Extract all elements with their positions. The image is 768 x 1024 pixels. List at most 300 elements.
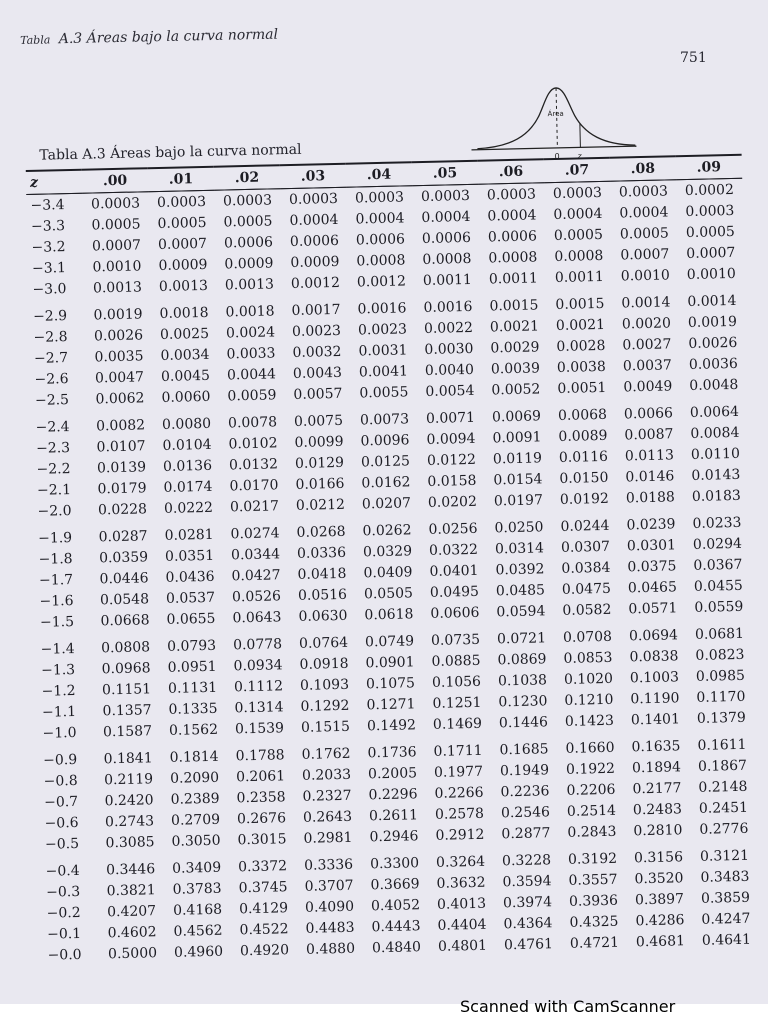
area-value-cell: 0.3974 xyxy=(502,893,553,911)
area-value-cell: 0.0049 xyxy=(623,377,673,395)
area-value-cell: 0.1314 xyxy=(234,698,284,716)
area-value-cell: 0.0207 xyxy=(361,494,412,512)
area-value-cell: 0.0465 xyxy=(627,578,678,596)
area-value-cell: 0.0071 xyxy=(425,409,476,427)
area-value-cell: 0.0228 xyxy=(97,500,148,518)
area-value-cell: 0.1038 xyxy=(497,671,548,689)
area-value-cell: 0.2981 xyxy=(303,829,353,847)
area-value-cell: 0.0089 xyxy=(558,427,608,445)
area-value-cell: 0.0002 xyxy=(684,181,735,199)
area-value-cell: 0.1292 xyxy=(300,697,350,715)
area-value-cell: 0.3897 xyxy=(634,890,685,908)
area-value-cell: 0.2266 xyxy=(434,784,484,802)
area-value-cell: 0.0233 xyxy=(692,514,742,532)
area-value-cell: 0.4168 xyxy=(172,901,223,919)
area-value-cell: 0.0038 xyxy=(556,358,607,376)
area-value-cell: 0.1170 xyxy=(696,688,746,706)
area-value-cell: 0.2296 xyxy=(368,785,418,803)
z-marker-line xyxy=(580,123,581,147)
area-value-cell: 0.0013 xyxy=(92,278,143,296)
area-value-cell: 0.0301 xyxy=(626,536,677,554)
area-value-cell: 0.0262 xyxy=(362,521,412,539)
area-value-cell: 0.0132 xyxy=(228,455,279,473)
area-value-cell: 0.0287 xyxy=(98,527,148,545)
area-value-cell: 0.0217 xyxy=(229,497,280,515)
area-value-cell: 0.0197 xyxy=(493,491,544,509)
z-value-cell: −0.1 xyxy=(46,925,82,943)
area-value-cell: 0.0014 xyxy=(687,292,737,310)
area-value-cell: 0.0162 xyxy=(361,473,411,491)
area-value-cell: 0.4404 xyxy=(437,916,487,934)
area-value-cell: 0.0075 xyxy=(293,412,344,430)
area-value-cell: 0.2451 xyxy=(698,799,749,817)
area-value-cell: 0.1635 xyxy=(631,737,681,755)
area-value-cell: 0.3015 xyxy=(237,830,287,848)
z-value-cell: −2.5 xyxy=(34,391,70,409)
area-value-cell: 0.2843 xyxy=(567,823,617,841)
z-value-cell: −1.9 xyxy=(37,529,73,547)
area-value-cell: 0.0010 xyxy=(92,257,142,275)
area-value-cell: 0.4443 xyxy=(371,917,421,935)
area-value-cell: 0.2514 xyxy=(566,802,617,820)
area-value-cell: 0.0934 xyxy=(233,656,283,674)
area-value-cell: 0.0096 xyxy=(360,431,410,449)
area-value-cell: 0.2483 xyxy=(632,800,683,818)
z-value-cell: −0.0 xyxy=(47,946,82,964)
scanner-watermark: Scanned with CamScanner xyxy=(460,997,676,1016)
area-value-cell: 0.0006 xyxy=(421,229,472,247)
area-value-cell: 0.0125 xyxy=(360,452,411,470)
area-value-cell: 0.0045 xyxy=(160,367,211,385)
area-value-cell: 0.0951 xyxy=(167,658,217,676)
area-value-cell: 0.2090 xyxy=(169,769,220,787)
z-label: z xyxy=(577,151,582,161)
area-value-cell: 0.0015 xyxy=(555,295,605,313)
area-value-cell: 0.2148 xyxy=(698,778,748,796)
area-value-cell: 0.0375 xyxy=(627,557,677,575)
area-value-cell: 0.0668 xyxy=(100,611,150,629)
z-value-cell: −3.1 xyxy=(31,259,67,277)
area-value-cell: 0.1539 xyxy=(234,719,285,737)
area-value-cell: 0.0009 xyxy=(290,253,340,271)
area-value-cell: 0.0202 xyxy=(427,493,478,511)
column-header: .05 xyxy=(412,161,479,186)
z-value-cell: −1.1 xyxy=(41,703,77,721)
area-value-cell: 0.0021 xyxy=(489,317,540,335)
table-block xyxy=(24,76,763,964)
running-header-prefix: Tabla xyxy=(20,33,51,47)
z-value-cell: −0.5 xyxy=(44,835,80,853)
area-value-cell: 0.0505 xyxy=(363,584,414,602)
area-value-cell: 0.2743 xyxy=(104,812,155,830)
area-value-cell: 0.0571 xyxy=(628,599,678,617)
area-value-cell: 0.0239 xyxy=(626,515,676,533)
column-header: .06 xyxy=(478,159,545,184)
area-value-cell: 0.4641 xyxy=(701,931,752,949)
area-value-cell: 0.3632 xyxy=(436,874,486,892)
area-value-cell: 0.1922 xyxy=(565,760,616,778)
area-value-cell: 0.0013 xyxy=(224,275,275,293)
area-value-cell: 0.1894 xyxy=(631,758,682,776)
area-value-cell: 0.0022 xyxy=(423,319,474,337)
area-value-cell: 0.0003 xyxy=(222,191,273,210)
area-value-cell: 0.0116 xyxy=(558,448,609,466)
area-value-cell: 0.0021 xyxy=(555,316,606,334)
area-value-cell: 0.0094 xyxy=(426,430,476,448)
area-value-cell: 0.1562 xyxy=(168,721,219,739)
area-value-cell: 0.0146 xyxy=(625,467,675,485)
area-value-cell: 0.0008 xyxy=(356,251,406,269)
area-value-cell: 0.0329 xyxy=(362,542,413,560)
area-value-cell: 0.3859 xyxy=(700,889,751,907)
area-value-cell: 0.1020 xyxy=(563,670,614,688)
area-value-cell: 0.0281 xyxy=(164,526,214,544)
area-value-cell: 0.0307 xyxy=(560,538,611,556)
area-value-cell: 0.0256 xyxy=(428,520,478,538)
area-value-cell: 0.2119 xyxy=(103,770,154,788)
z-value-cell: −0.4 xyxy=(45,862,80,880)
area-value-cell: 0.0764 xyxy=(298,634,349,652)
area-value-cell: 0.4013 xyxy=(436,895,487,913)
area-value-cell: 0.0080 xyxy=(161,415,212,433)
area-value-cell: 0.1003 xyxy=(629,668,680,686)
zero-label: 0 xyxy=(554,151,560,161)
area-value-cell: 0.0250 xyxy=(494,518,544,536)
area-value-cell: 0.1814 xyxy=(169,748,219,766)
area-value-cell: 0.2327 xyxy=(302,787,352,805)
z-value-cell: −0.6 xyxy=(44,814,79,832)
area-value-cell: 0.1611 xyxy=(697,736,747,754)
z-value-cell: −1.4 xyxy=(40,640,75,658)
area-value-cell: 0.0007 xyxy=(620,245,670,264)
area-value-cell: 0.0003 xyxy=(486,185,537,204)
area-value-cell: 0.1423 xyxy=(564,712,615,730)
area-value-cell: 0.1151 xyxy=(101,680,152,698)
area-value-cell: 0.4960 xyxy=(173,943,224,961)
area-value-cell: 0.0139 xyxy=(96,458,147,476)
area-value-cell: 0.3557 xyxy=(568,871,618,889)
area-value-cell: 0.0735 xyxy=(430,631,481,649)
area-value-cell: 0.1492 xyxy=(366,716,417,734)
area-value-cell: 0.1685 xyxy=(499,740,549,758)
area-value-cell: 0.0808 xyxy=(100,638,151,656)
column-header: .09 xyxy=(676,155,743,180)
area-value-cell: 0.0006 xyxy=(289,232,340,250)
area-value-cell: 0.0008 xyxy=(554,247,604,265)
area-value-cell: 0.0010 xyxy=(686,265,736,283)
z-value-cell: −3.0 xyxy=(32,280,67,298)
area-value-cell: 0.0073 xyxy=(359,410,410,428)
area-value-cell: 0.0091 xyxy=(492,428,542,446)
area-value-cell: 0.0003 xyxy=(288,190,339,208)
area-value-cell: 0.0537 xyxy=(165,589,216,607)
area-value-cell: 0.0036 xyxy=(688,355,739,373)
area-value-cell: 0.0008 xyxy=(422,250,472,268)
area-value-cell: 0.0005 xyxy=(619,224,670,243)
area-value-cell: 0.0158 xyxy=(427,472,477,490)
area-value-cell: 0.0110 xyxy=(690,445,741,463)
area-value-cell: 0.2546 xyxy=(500,803,551,821)
area-value-cell: 0.0068 xyxy=(557,406,608,424)
running-header xyxy=(20,27,278,48)
area-value-cell: 0.4602 xyxy=(107,923,157,941)
area-value-cell: 0.0004 xyxy=(421,208,471,226)
z-value-cell: −0.3 xyxy=(45,883,81,901)
area-value-cell: 0.0041 xyxy=(358,362,409,380)
area-value-cell: 0.1112 xyxy=(233,677,284,695)
area-value-cell: 0.3050 xyxy=(171,832,221,850)
area-value-cell: 0.0314 xyxy=(494,539,545,557)
area-value-cell: 0.0015 xyxy=(489,296,539,314)
area-value-cell: 0.0031 xyxy=(358,341,408,359)
area-value-cell: 0.0005 xyxy=(91,215,141,233)
area-value-cell: 0.2776 xyxy=(699,820,749,838)
area-value-cell: 0.0027 xyxy=(622,335,672,353)
area-value-cell: 0.0007 xyxy=(157,235,208,253)
area-value-cell: 0.1446 xyxy=(498,713,549,731)
z-value-cell: −3.2 xyxy=(31,238,66,256)
area-value-cell: 0.0104 xyxy=(162,436,212,454)
area-value-cell: 0.0485 xyxy=(495,581,546,599)
area-value-cell: 0.0630 xyxy=(298,607,348,625)
area-value-cell: 0.2611 xyxy=(368,806,419,824)
area-value-cell: 0.0174 xyxy=(163,478,213,496)
z-value-cell: −2.3 xyxy=(35,439,71,457)
area-value-cell: 0.3192 xyxy=(567,850,618,868)
area-value-cell: 0.0008 xyxy=(488,248,538,267)
area-value-cell: 0.0054 xyxy=(425,382,475,400)
area-value-cell: 0.1736 xyxy=(367,743,417,761)
table-body xyxy=(26,178,759,966)
area-value-cell: 0.0011 xyxy=(554,268,605,286)
area-value-cell: 0.0034 xyxy=(160,346,210,364)
area-value-cell: 0.0026 xyxy=(688,334,738,352)
area-value-cell: 0.0446 xyxy=(99,569,149,587)
z-value-cell: −3.4 xyxy=(30,196,65,214)
area-value-cell: 0.4920 xyxy=(239,941,290,959)
area-value-cell: 0.2709 xyxy=(170,811,221,829)
z-value-cell: −2.9 xyxy=(32,307,68,325)
area-value-cell: 0.4522 xyxy=(239,920,289,938)
area-value-cell: 0.0012 xyxy=(356,272,407,290)
area-value-cell: 0.0003 xyxy=(354,188,405,207)
z-value-cell: −2.6 xyxy=(34,370,69,388)
column-header: .00 xyxy=(82,168,149,193)
column-header: .08 xyxy=(610,156,677,181)
area-value-cell: 0.0066 xyxy=(623,404,674,422)
area-value-cell: 0.0006 xyxy=(487,227,538,246)
area-value-cell: 0.3121 xyxy=(699,847,750,865)
area-value-cell: 0.0107 xyxy=(96,437,146,455)
area-value-cell: 0.3745 xyxy=(238,878,288,896)
area-value-cell: 0.0004 xyxy=(355,209,405,228)
area-value-cell: 0.1587 xyxy=(102,722,153,740)
z-value-cell: −2.7 xyxy=(33,349,69,367)
area-value-cell: 0.2389 xyxy=(170,790,220,808)
area-value-cell: 0.0003 xyxy=(420,187,471,205)
area-value-cell: 0.0351 xyxy=(164,547,215,565)
area-value-cell: 0.0004 xyxy=(289,211,339,229)
area-value-cell: 0.0119 xyxy=(492,449,543,467)
area-value-cell: 0.0793 xyxy=(166,637,217,655)
area-value-cell: 0.0122 xyxy=(426,451,477,469)
column-header: .03 xyxy=(280,164,347,189)
area-value-cell: 0.0013 xyxy=(158,277,209,295)
area-value-cell: 0.4247 xyxy=(701,910,751,928)
area-value-cell: 0.0150 xyxy=(559,469,609,487)
area-value-cell: 0.1660 xyxy=(565,739,615,757)
area-value-cell: 0.0606 xyxy=(430,604,480,622)
area-value-cell: 0.0154 xyxy=(493,470,543,488)
area-value-cell: 0.0032 xyxy=(292,343,342,361)
area-value-cell: 0.0012 xyxy=(290,274,341,292)
area-value-cell: 0.0084 xyxy=(690,424,740,442)
z-value-cell: −1.5 xyxy=(39,613,75,631)
area-value-cell: 0.1841 xyxy=(103,749,153,767)
area-value-cell: 0.0003 xyxy=(90,194,141,213)
area-value-cell: 0.0004 xyxy=(619,203,669,222)
area-value-cell: 0.0057 xyxy=(293,385,343,403)
area-value-cell: 0.2206 xyxy=(566,781,616,799)
area-value-cell: 0.3085 xyxy=(105,833,155,851)
area-value-cell: 0.1867 xyxy=(697,757,748,775)
area-value-cell: 0.0183 xyxy=(691,487,742,505)
area-value-cell: 0.0009 xyxy=(224,254,274,272)
area-value-cell: 0.0436 xyxy=(165,568,215,586)
area-value-cell: 0.1335 xyxy=(168,700,218,718)
area-value-cell: 0.0526 xyxy=(231,587,282,605)
area-value-cell: 0.0495 xyxy=(429,583,480,601)
area-value-cell: 0.4880 xyxy=(305,940,356,958)
area-value-cell: 0.0006 xyxy=(355,230,406,249)
area-value-cell: 0.3483 xyxy=(700,868,750,886)
area-value-cell: 0.0901 xyxy=(365,653,415,671)
area-value-cell: 0.3228 xyxy=(501,851,552,869)
area-value-cell: 0.0721 xyxy=(496,629,547,647)
area-value-cell: 0.0179 xyxy=(97,479,147,497)
area-value-cell: 0.1230 xyxy=(498,692,548,710)
area-value-cell: 0.4325 xyxy=(569,913,619,931)
area-value-cell: 0.3372 xyxy=(237,857,288,875)
z-value-cell: −0.2 xyxy=(46,904,81,922)
area-value-cell: 0.0030 xyxy=(424,340,474,358)
area-value-cell: 0.0026 xyxy=(93,326,144,344)
area-value-cell: 0.1469 xyxy=(432,715,483,733)
area-value-cell: 0.2177 xyxy=(632,779,682,797)
area-value-cell: 0.0016 xyxy=(357,299,407,317)
area-value-cell: 0.0044 xyxy=(226,365,277,383)
area-value-cell: 0.0102 xyxy=(228,434,278,452)
area-value-cell: 0.0212 xyxy=(295,496,346,514)
area-value-cell: 0.1190 xyxy=(630,689,680,707)
area-value-cell: 0.0384 xyxy=(561,559,611,577)
area-value-cell: 0.0023 xyxy=(291,322,342,340)
area-value-cell: 0.0003 xyxy=(685,202,735,220)
area-value-cell: 0.0003 xyxy=(552,184,603,202)
area-value-cell: 0.2810 xyxy=(633,821,683,839)
area-value-cell: 0.0011 xyxy=(422,271,473,289)
area-value-cell: 0.0113 xyxy=(624,446,675,464)
z-value-cell: −2.4 xyxy=(35,418,70,436)
area-value-cell: 0.0823 xyxy=(695,646,745,664)
area-value-cell: 0.0694 xyxy=(628,626,679,644)
area-value-cell: 0.4761 xyxy=(503,935,554,953)
area-value-cell: 0.0359 xyxy=(98,548,149,566)
area-value-cell: 0.0869 xyxy=(497,650,547,668)
column-header-z: z xyxy=(26,170,83,195)
column-header: .07 xyxy=(544,158,611,183)
area-value-cell: 0.3594 xyxy=(502,872,552,890)
area-value-cell: 0.0082 xyxy=(95,416,146,434)
area-value-cell: 0.0475 xyxy=(561,580,612,598)
area-value-cell: 0.1762 xyxy=(301,745,351,763)
area-value-cell: 0.0029 xyxy=(490,338,540,356)
area-value-cell: 0.0192 xyxy=(559,490,610,508)
area-value-cell: 0.0274 xyxy=(230,524,280,542)
area-value-cell: 0.0985 xyxy=(695,667,746,685)
area-value-cell: 0.0244 xyxy=(560,517,610,535)
area-value-cell: 0.3264 xyxy=(435,853,486,871)
area-value-cell: 0.5000 xyxy=(107,944,158,962)
area-value-cell: 0.0033 xyxy=(226,344,276,362)
area-value-cell: 0.0336 xyxy=(296,544,347,562)
area-value-cell: 0.3520 xyxy=(634,869,684,887)
area-value-cell: 0.3300 xyxy=(369,854,420,872)
area-value-cell: 0.0004 xyxy=(487,206,537,225)
area-value-cell: 0.0838 xyxy=(629,647,679,665)
page-number: 751 xyxy=(680,50,707,66)
z-value-cell: −0.7 xyxy=(43,793,79,811)
area-value-cell: 0.0069 xyxy=(491,407,542,425)
area-value-cell: 0.0018 xyxy=(159,304,209,322)
area-value-cell: 0.1401 xyxy=(630,710,681,728)
z-value-cell: −1.8 xyxy=(38,550,73,568)
area-value-cell: 0.1711 xyxy=(433,742,483,760)
area-value-cell: 0.3409 xyxy=(171,859,222,877)
z-value-cell: −2.1 xyxy=(36,481,72,499)
area-value-cell: 0.0037 xyxy=(622,356,673,374)
area-value-cell: 0.4840 xyxy=(371,938,422,956)
area-value-cell: 0.2912 xyxy=(435,826,485,844)
table-caption: Tabla A.3 Áreas bajo la curva normal xyxy=(39,141,302,164)
area-value-cell: 0.3156 xyxy=(633,848,684,866)
area-value-cell: 0.0003 xyxy=(618,182,669,201)
area-value-cell: 0.0019 xyxy=(687,313,738,331)
area-value-cell: 0.4801 xyxy=(437,937,488,955)
area-value-cell: 0.0143 xyxy=(691,466,741,484)
area-value-cell: 0.1271 xyxy=(366,695,416,713)
column-header: .01 xyxy=(148,167,215,192)
z-value-cell: −0.8 xyxy=(43,772,78,790)
area-value-cell: 0.0051 xyxy=(557,379,607,397)
area-value-cell: 0.4681 xyxy=(635,932,686,950)
area-value-cell: 0.0009 xyxy=(158,256,208,274)
area-value-cell: 0.0006 xyxy=(223,233,274,251)
area-value-cell: 0.0681 xyxy=(694,625,745,643)
area-value-cell: 0.4129 xyxy=(238,899,289,917)
area-value-cell: 0.0344 xyxy=(230,545,281,563)
area-value-cell: 0.0035 xyxy=(94,347,144,365)
area-value-cell: 0.1977 xyxy=(433,763,484,781)
area-value-cell: 0.0011 xyxy=(488,269,539,287)
area-value-cell: 0.2676 xyxy=(236,809,287,827)
area-value-cell: 0.0409 xyxy=(363,563,413,581)
area-value-cell: 0.0004 xyxy=(553,205,603,223)
area-value-cell: 0.1251 xyxy=(432,694,482,712)
area-value-cell: 0.1210 xyxy=(564,691,614,709)
area-value-cell: 0.0040 xyxy=(424,361,475,379)
area-label: Área xyxy=(547,109,564,119)
